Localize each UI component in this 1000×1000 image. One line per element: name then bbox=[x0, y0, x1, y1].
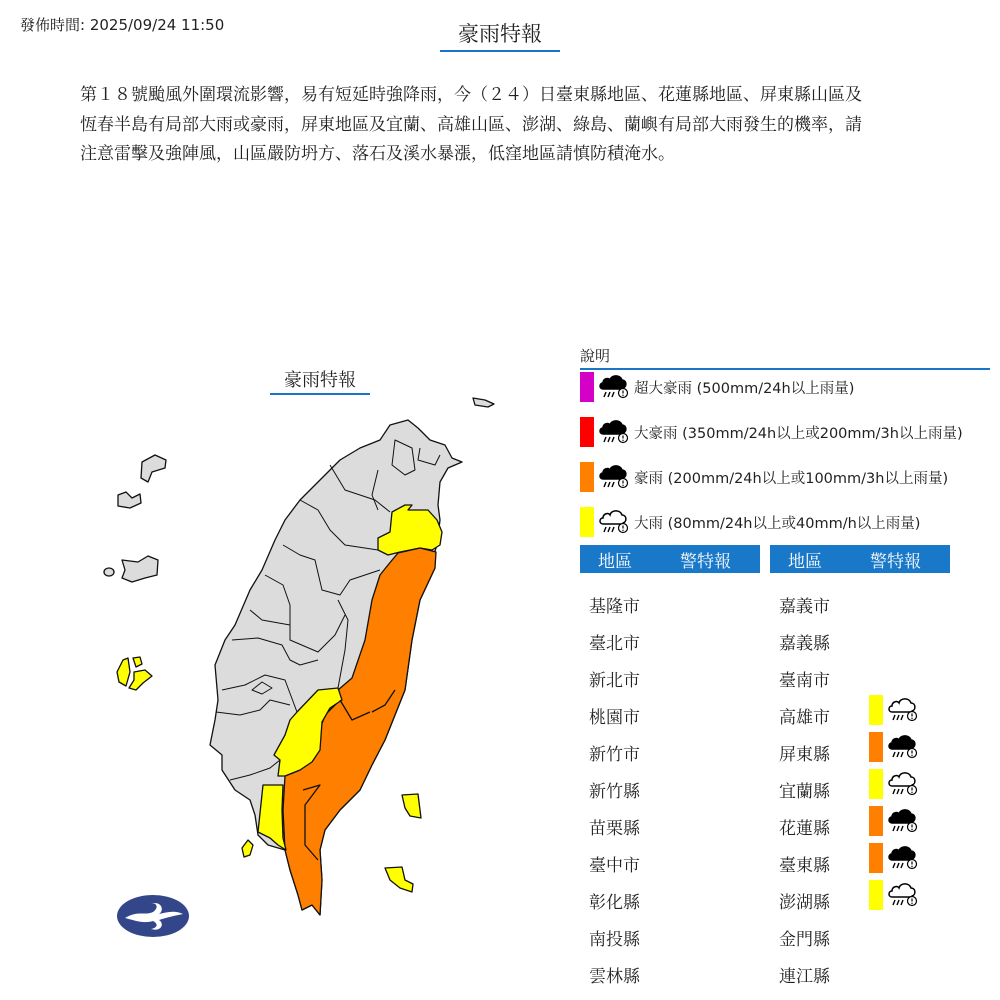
warning-indicator bbox=[869, 806, 919, 836]
region-name: 臺東縣 bbox=[779, 855, 830, 876]
legend-swatch bbox=[580, 462, 594, 492]
legend-label: 大雨 (80mm/24h以上或40mm/h以上雨量) bbox=[634, 515, 921, 532]
warning-swatch bbox=[869, 843, 883, 873]
torrential-rain-icon bbox=[887, 843, 919, 873]
page-title: 豪雨特報 bbox=[440, 18, 560, 52]
region-row bbox=[589, 848, 640, 878]
warning-description bbox=[80, 81, 930, 170]
region-name: 金門縣 bbox=[779, 929, 830, 950]
extreme-torrential-rain-icon bbox=[598, 372, 630, 402]
region-row bbox=[779, 626, 830, 656]
description-line: 注意雷擊及強陣風，山區嚴防坍方、落石及溪水暴漲，低窪地區請慎防積淹水。 bbox=[80, 144, 675, 164]
island-matsu-1 bbox=[141, 455, 166, 482]
extremely-heavy-rain-icon bbox=[598, 417, 630, 447]
region-pingtung-west bbox=[258, 785, 286, 850]
heavy-rain-icon bbox=[887, 695, 919, 725]
legend-item bbox=[580, 417, 963, 447]
region-row bbox=[589, 663, 640, 693]
island-kinmen bbox=[122, 556, 158, 582]
map-title: 豪雨特報 bbox=[270, 366, 370, 395]
region-row bbox=[779, 663, 830, 693]
header-region: 地區 bbox=[598, 551, 632, 572]
warning-indicator bbox=[869, 843, 919, 873]
legend-swatch bbox=[580, 417, 594, 447]
legend-label: 豪雨 (200mm/24h以上或100mm/3h以上雨量) bbox=[634, 470, 949, 487]
heavy-rain-icon bbox=[598, 507, 630, 537]
region-name: 臺南市 bbox=[779, 670, 830, 691]
region-name: 連江縣 bbox=[779, 966, 830, 987]
region-name: 苗栗縣 bbox=[589, 818, 640, 839]
island-guishan bbox=[473, 398, 494, 407]
table-header-left bbox=[580, 545, 760, 573]
torrential-rain-icon bbox=[598, 462, 630, 492]
region-name: 南投縣 bbox=[589, 929, 640, 950]
header-warning: 警特報 bbox=[870, 551, 921, 572]
region-name: 新竹市 bbox=[589, 744, 640, 765]
region-row bbox=[589, 922, 640, 952]
region-name: 桃園市 bbox=[589, 707, 640, 728]
region-row bbox=[589, 626, 640, 656]
warning-indicator bbox=[869, 769, 919, 799]
legend-label: 大豪雨 (350mm/24h以上或200mm/3h以上雨量) bbox=[634, 425, 963, 442]
region-row bbox=[779, 700, 830, 730]
taiwan-warning-map bbox=[0, 380, 560, 940]
warning-swatch bbox=[869, 732, 883, 762]
warning-indicator bbox=[869, 880, 919, 910]
region-name: 澎湖縣 bbox=[779, 892, 830, 913]
legend-item bbox=[580, 372, 854, 402]
region-name: 高雄市 bbox=[779, 707, 830, 728]
legend-title: 說明 bbox=[580, 345, 990, 370]
header-region: 地區 bbox=[788, 551, 822, 572]
cwa-logo bbox=[117, 895, 189, 937]
region-row bbox=[589, 589, 640, 619]
warning-indicator bbox=[869, 695, 919, 725]
region-name: 彰化縣 bbox=[589, 892, 640, 913]
warning-indicator bbox=[869, 732, 919, 762]
legend-item bbox=[580, 507, 920, 537]
warning-swatch bbox=[869, 695, 883, 725]
region-row bbox=[779, 811, 830, 841]
description-line: 恆春半島有局部大雨或豪雨，屏東地區及宜蘭、高雄山區、澎湖、綠島、蘭嶼有局部大雨發生的機率，請 bbox=[80, 114, 862, 135]
island-lieyu bbox=[104, 568, 114, 576]
region-row bbox=[589, 885, 640, 915]
region-row bbox=[589, 700, 640, 730]
region-name: 嘉義縣 bbox=[779, 633, 830, 654]
region-name: 雲林縣 bbox=[589, 966, 640, 987]
region-name: 花蓮縣 bbox=[779, 818, 830, 839]
header-warning: 警特報 bbox=[680, 551, 731, 572]
region-row bbox=[589, 737, 640, 767]
island-xiaoliuqiu bbox=[242, 840, 253, 857]
region-row bbox=[779, 885, 830, 915]
region-name: 臺北市 bbox=[589, 633, 640, 654]
publish-time: 發佈時間: 2025/09/24 11:50 bbox=[20, 16, 225, 34]
region-name: 新竹縣 bbox=[589, 781, 640, 802]
region-row bbox=[779, 922, 830, 952]
island-lanyu bbox=[385, 867, 413, 892]
legend-label: 超大豪雨 (500mm/24h以上雨量) bbox=[634, 380, 855, 397]
warning-swatch bbox=[869, 806, 883, 836]
torrential-rain-icon bbox=[887, 806, 919, 836]
region-row bbox=[779, 589, 830, 619]
table-header-right bbox=[770, 545, 950, 573]
island-penghu bbox=[117, 657, 152, 690]
region-name: 新北市 bbox=[589, 670, 640, 691]
region-row bbox=[589, 959, 640, 989]
region-name: 嘉義市 bbox=[779, 596, 830, 617]
description-line: 第１８號颱風外圍環流影響，易有短延時強降雨，今（２４）日臺東縣地區、花蓮縣地區、屏東縣山區及 bbox=[80, 85, 862, 105]
legend-swatch bbox=[580, 372, 594, 402]
heavy-rain-icon bbox=[887, 769, 919, 799]
region-name: 宜蘭縣 bbox=[779, 781, 830, 802]
region-row bbox=[779, 848, 830, 878]
heavy-rain-icon bbox=[887, 880, 919, 910]
legend-item bbox=[580, 462, 948, 492]
region-row bbox=[589, 811, 640, 841]
region-name: 臺中市 bbox=[589, 855, 640, 876]
torrential-rain-icon bbox=[887, 732, 919, 762]
region-row bbox=[779, 774, 830, 804]
warning-swatch bbox=[869, 880, 883, 910]
legend-swatch bbox=[580, 507, 594, 537]
region-row bbox=[779, 959, 830, 989]
region-row bbox=[779, 737, 830, 767]
warning-swatch bbox=[869, 769, 883, 799]
region-name: 基隆市 bbox=[589, 596, 640, 617]
region-name: 屏東縣 bbox=[779, 744, 830, 765]
region-row bbox=[589, 774, 640, 804]
island-ludao bbox=[402, 794, 421, 818]
island-matsu-2 bbox=[118, 492, 141, 508]
